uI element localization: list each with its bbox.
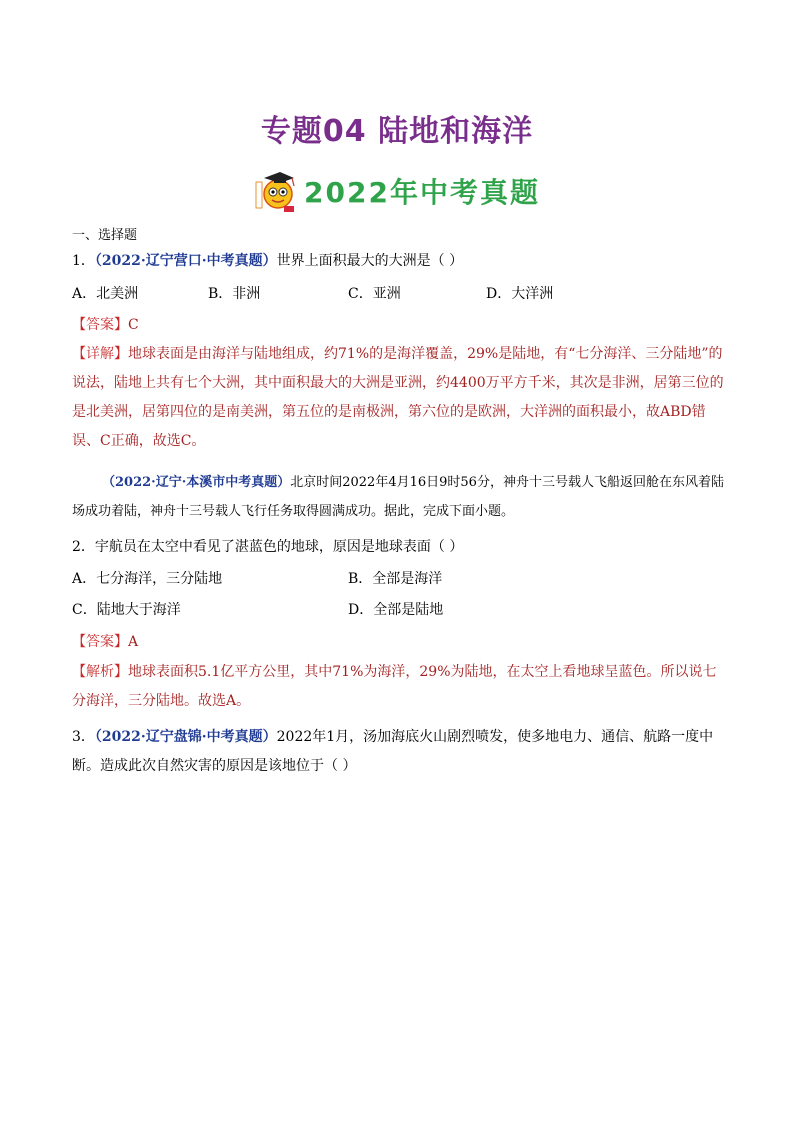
q1-answer: [72, 314, 139, 334]
question-number: 2．: [72, 539, 95, 555]
q2-explanation: [72, 658, 724, 716]
subtitle-row: [0, 168, 794, 214]
answer-tag: 【答案】: [72, 317, 128, 333]
q1-explanation: [72, 340, 724, 456]
page-subtitle: 2022年中考真题: [304, 176, 540, 209]
q2-intro: [72, 468, 724, 526]
page-title: 专题04 陆地和海洋: [260, 114, 534, 149]
q1-option-b: B．非洲: [208, 286, 261, 302]
explain-text: 地球表面是由海洋与陆地组成，约71%的是海洋覆盖，29%是陆地，有“七分海洋、三分陆地”的说法，陆地上共有七个大洲，其中面积最大的大洲是亚洲，约4400万平方千米，其次是非洲，居第三位的是北美洲，居第四位的是南美洲，第五位的是南极洲，第六位的是欧洲，大洋洲的面积最小，故ABD错误、C正确，故选C。: [72, 346, 724, 449]
scholar-mascot-icon: [254, 168, 298, 214]
question-text: 宇航员在太空中看见了湛蓝色的地球，原因是地球表面（ ）: [94, 539, 464, 555]
section-heading: 一、选择题: [72, 228, 138, 243]
q1-option-a: A．北美洲: [72, 286, 139, 302]
question-text: 世界上面积最大的大洲是（ ）: [276, 253, 464, 269]
q2-option-d: D．全部是陆地: [348, 602, 444, 618]
answer-value: A: [128, 634, 139, 650]
question-text: 2022年1月，汤加海底火山剧烈喷发，使多地电力、通信、航路一度中断。造成此次自然灾害的原因是该地位于（ ）: [72, 729, 714, 774]
explain-text: 地球表面积5.1亿平方公里，其中71%为海洋，29%为陆地，在太空上看地球呈蓝色。所以说七分海洋，三分陆地。故选A。: [72, 664, 717, 709]
q2-option-c: C．陆地大于海洋: [72, 602, 181, 618]
question-3-stem: [72, 723, 724, 781]
q2-answer: [72, 631, 138, 651]
explain-tag: 【详解】: [72, 346, 128, 362]
question-1-stem: [72, 250, 463, 270]
q2-option-b: B．全部是海洋: [348, 571, 443, 587]
q1-option-d: D．大洋洲: [486, 286, 554, 302]
answer-tag: 【答案】: [72, 634, 128, 650]
question-number: 3．: [72, 729, 95, 745]
intro-text: 北京时间2022年4月16日9时56分，神舟十三号载人飞船返回舱在东风着陆场成功着陆，神舟十三号载人飞行任务取得圆满成功。据此，完成下面小题。: [72, 475, 724, 519]
question-source: （2022·辽宁营口·中考真题）: [94, 253, 277, 269]
answer-value: C: [128, 317, 139, 333]
q2-option-a: A．七分海洋，三分陆地: [72, 571, 223, 587]
question-2-stem: [72, 536, 463, 556]
explain-tag: 【解析】: [72, 664, 128, 680]
q1-option-c: C．亚洲: [348, 286, 401, 302]
question-number: 1．: [72, 253, 95, 269]
intro-source: （2022·辽宁·本溪市中考真题）: [102, 475, 291, 490]
question-source: （2022·辽宁盘锦·中考真题）: [94, 729, 277, 745]
